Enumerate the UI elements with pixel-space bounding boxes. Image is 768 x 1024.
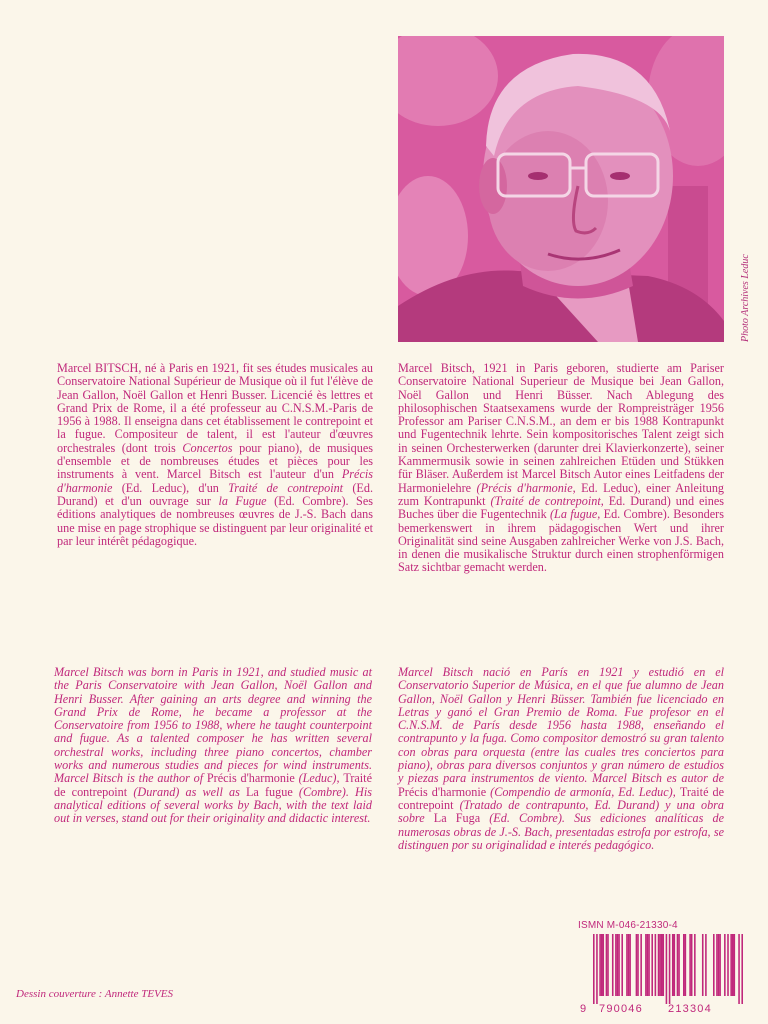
barcode-bar xyxy=(713,934,715,996)
barcode-bar xyxy=(617,934,619,996)
german-text-1: Marcel Bitsch, 1921 in Paris geboren, studierte am Pariser Conservatoire National Superieur de Musique bei Jean Gallon, Noël Gallon und Henri Büsser. Nach Ablegung des philosophischen Staatsexamens wurde der Rompreisträger 1956 Professor am Pariser C.N.S.M., an dem er bis 1988 Kontrapunkt und Fugentechnik lehrte. Sein kompositorisches Talent zeigt sich in seinen Orchesterwerken (darunter drei Klavierkonzerte), seiner Kammermusik sowie in seinen zahlreichen Etüden und Stükken für Bläser. Außerdem ist Marcel Bitsch Autor eines Leitfadens der Harmonielehre xyxy=(398,361,724,495)
barcode-bar xyxy=(659,934,661,996)
barcode-bar xyxy=(636,934,638,996)
biography-french xyxy=(57,362,373,548)
barcode-first-digit: 9 xyxy=(580,1003,588,1015)
spanish-text-2: (Compendio de armonía, Ed. Leduc), xyxy=(486,784,680,799)
barcode-bar xyxy=(628,934,630,996)
spanish-title-fugue: La Fuga xyxy=(433,811,481,826)
cover-design-credit: Dessin couverture : Annette TEVES xyxy=(16,988,174,1000)
french-text-2: pour piano), de musiques d'ensemble et de nombreuses études et pièces pour les instruments à vent. Marcel Bitsch est l'auteur d'un xyxy=(57,440,373,482)
barcode-bar xyxy=(607,934,609,996)
barcode-bar xyxy=(651,934,653,996)
french-text-3: (Ed. Leduc), d'un xyxy=(112,480,229,495)
french-title-fugue: la Fugue xyxy=(218,493,267,508)
english-text-3: (Durand) as well as xyxy=(127,784,246,799)
barcode-bar xyxy=(702,934,704,996)
german-title-fugue: (La fugue, xyxy=(549,507,601,522)
french-text-1: Marcel BITSCH, né à Paris en 1921, fit ses études musicales au Conservatoire National Supérieur de Musique où il fut l'élève de Jean Gallon, Noël Gallon et Henri Busser. Licencié ès lettres et Grand Prix de Rome, il a été professeur au C.N.S.M.-Paris de 1956 à 1988. Il enseigna dans cet établissement le contrepoint et la fugue. Compositeur de talent, il est l'auteur d'œuvres orchestrales (dont trois xyxy=(57,361,373,455)
german-title-precis: (Précis d'harmonie, xyxy=(476,480,576,495)
barcode-bar xyxy=(716,934,718,996)
barcode-bar xyxy=(645,934,647,996)
barcode-bar xyxy=(734,934,736,996)
german-text-2: Ed. Leduc), einer Anleitung zum Kontrapunkt xyxy=(398,480,725,508)
barcode-bar xyxy=(738,934,740,1004)
barcode-bar xyxy=(593,934,595,1004)
barcode-bar xyxy=(666,934,668,1004)
german-title-traite: (Traité de contrepoint, xyxy=(490,493,604,508)
barcode-bar xyxy=(662,934,664,996)
barcode-bar xyxy=(621,934,623,996)
barcode-bar xyxy=(626,934,628,996)
spanish-title-precis: Précis d'harmonie xyxy=(398,784,487,799)
barcode-bar xyxy=(689,934,691,996)
barcode-right-digits: 213304 xyxy=(668,1003,712,1015)
french-title-precis: Précis d'harmonie xyxy=(57,467,373,495)
biography-english xyxy=(54,666,372,826)
barcode-bar xyxy=(732,934,734,996)
barcode-bar xyxy=(718,934,720,996)
spanish-text-4: (Ed. Combre). Sus ediciones analíticas de numerosas obras de J.-S. Bach, presentadas estrofa por estrofa, se distinguen por su originalidad e interés pedagógico. xyxy=(398,811,724,852)
photo-credit: Photo Archives Leduc xyxy=(740,254,751,342)
english-title-traite: Traité de contrepoint xyxy=(54,771,372,799)
german-text-3: Ed. Durand) und eines Buches über die Fugentechnik xyxy=(398,493,725,522)
barcode-bar xyxy=(727,934,729,996)
barcode xyxy=(593,934,743,1004)
barcode-left-digits: 790046 xyxy=(599,1003,643,1015)
barcode-bar xyxy=(596,934,598,1004)
barcode-bar xyxy=(672,934,674,996)
barcode-bar xyxy=(661,934,663,996)
biography-spanish xyxy=(398,666,724,852)
barcode-bar xyxy=(629,934,631,996)
barcode-bar xyxy=(669,934,671,1004)
barcode-bar xyxy=(647,934,649,996)
barcode-bar xyxy=(741,934,743,1004)
french-text-5: (Ed. Combre). Ses éditions analytiques de nombreuses œuvres de J.-S. Bach dans une mise en page strophique se distinguent par leur originalité et par leur intérêt pédagogique. xyxy=(57,493,373,548)
barcode-bar xyxy=(730,934,732,996)
barcode-bar xyxy=(599,934,601,996)
barcode-bar xyxy=(674,934,676,996)
barcode-bar xyxy=(655,934,657,996)
barcode-bar xyxy=(615,934,617,996)
french-title-traite: Traité de contrepoint xyxy=(228,480,344,495)
barcode-bar xyxy=(719,934,721,996)
barcode-bar xyxy=(685,934,687,996)
barcode-bar xyxy=(601,934,603,996)
spanish-text-1: Marcel Bitsch nació en París en 1921 y estudió en el Conservatorio Superior de Música, en el que fue alumno de Jean Gallon, Noël Gallon y Henri Büsser. También fue licenciado en Letras y ganó el Gran Premio de Roma. Fue profesor en el C.N.S.M. de París desde 1956 hasta 1988, enseñando el contrapunto y la fuga. Como compositor demostró su gran talento con obras para orquesta (entre las cuales tres conciertos para piano), obras para diversos conjuntos y gran número de estudios y piezas para instrumentos de viento. Marcel Bitsch es autor de xyxy=(398,665,724,786)
barcode-bar xyxy=(606,934,608,996)
barcode-bar xyxy=(678,934,680,996)
english-text-4: (Combre). His analytical editions of several works by Bach, with the text laid out in verses, stand out for their originality and didactic interest. xyxy=(54,784,372,826)
barcode-bar xyxy=(618,934,620,996)
barcode-bar xyxy=(691,934,693,996)
barcode-bar xyxy=(602,934,604,996)
barcode-bar xyxy=(648,934,650,996)
barcode-bar xyxy=(694,934,696,996)
barcode-bar xyxy=(637,934,639,996)
english-text-2: (Leduc), xyxy=(294,771,344,786)
barcode-bar xyxy=(640,934,642,996)
english-title-precis: Précis d'harmonie xyxy=(206,771,295,786)
composer-portrait-photo xyxy=(398,36,724,342)
biography-german xyxy=(398,362,724,575)
ismn-label: ISMN M-046-21330-4 xyxy=(578,920,678,931)
spanish-text-3: (Tratado de contrapunto, Ed. Durand) y una obra sobre xyxy=(398,797,724,826)
barcode-bar xyxy=(658,934,660,996)
french-title-concertos: Concertos xyxy=(182,440,233,455)
barcode-bar xyxy=(612,934,614,996)
spanish-title-traite: Traité de contrepoint xyxy=(398,784,724,812)
english-text-1: Marcel Bitsch was born in Paris in 1921, and studied music at the Paris Conservatoire with Jean Gallon, Noël Gallon and Henri Busser. After gaining an arts degree and winning the Grand Prix de Rome, he became a professor at the Conservatoire from 1956 to 1988, where he taught counterpoint and fugue. As a talented composer he has written several orchestral works, including three piano concertos, chamber works and numerous studies and pieces for wind instruments. Marcel Bitsch is the author of xyxy=(54,665,372,786)
english-title-fugue: La fugue xyxy=(245,784,293,799)
barcode-bar xyxy=(705,934,707,996)
barcode-bar xyxy=(683,934,685,996)
barcode-bar xyxy=(724,934,726,996)
french-text-4: (Ed. Durand) et d'un ouvrage sur xyxy=(57,480,373,508)
german-text-4: Ed. Combre). Besonders bemerkenswert in ihrem pädagogischen Wert und ihrer Originalität sind seine Ausgaben zahlreicher Werke von J.S. Bach, in denen die musikalische Struktur durch einen strophenförmigen Satz sichtbar gemacht werden. xyxy=(398,507,724,575)
barcode-bar xyxy=(677,934,679,996)
